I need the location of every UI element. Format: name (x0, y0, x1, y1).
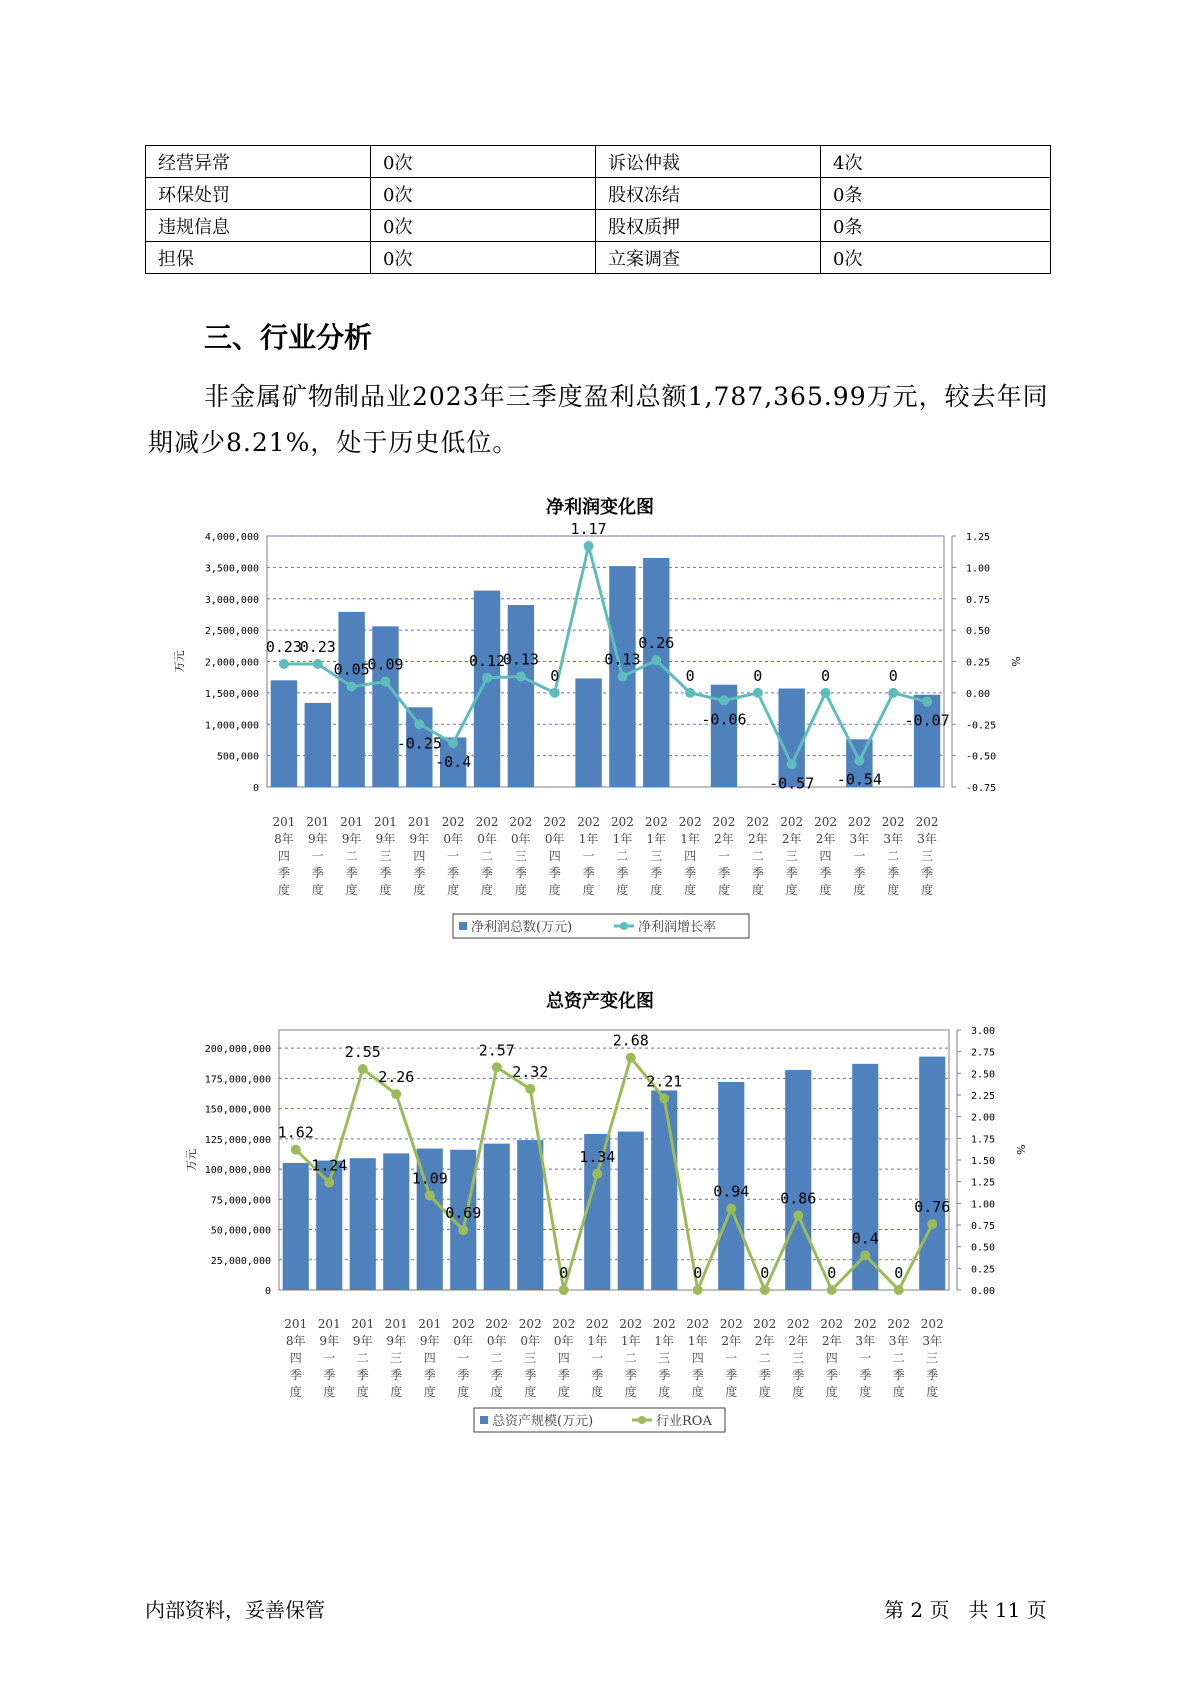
bar (283, 1163, 309, 1290)
y2-axis-tick-label: 1.25 (971, 1177, 996, 1189)
line-point (482, 673, 492, 683)
y2-axis-tick-label: 0.25 (966, 657, 991, 669)
x-axis-tick-label: 202 2年四季度 (820, 1317, 844, 1399)
data-label: 2.68 (612, 1031, 649, 1050)
bar (919, 1057, 945, 1290)
data-label: 0 (559, 1264, 569, 1282)
data-label: 0.05 (333, 660, 370, 679)
x-axis-tick-label: 201 9年二季度 (351, 1317, 375, 1399)
line-point (559, 1285, 569, 1295)
line-point (391, 1089, 401, 1099)
data-label: -0.06 (701, 710, 747, 729)
risk-item-count: 0次 (821, 242, 1051, 274)
line-point (922, 697, 932, 707)
bar (618, 1132, 644, 1290)
bar (643, 558, 669, 787)
x-axis-tick-label: 202 3年三季度 (915, 815, 939, 897)
line-point (753, 688, 763, 698)
line-point (525, 1084, 535, 1094)
y2-axis-tick-label: 0.50 (971, 1242, 996, 1254)
line-point (324, 1178, 334, 1188)
data-label: -0.57 (769, 774, 815, 793)
risk-item-count: 0次 (371, 146, 596, 178)
x-axis-tick-label: 202 0年四季度 (543, 815, 567, 897)
line-point (380, 677, 390, 687)
bar (271, 680, 297, 787)
data-label: 1.17 (570, 520, 607, 539)
y2-axis-tick-label: 1.00 (971, 1199, 996, 1211)
line-point (927, 1219, 937, 1229)
data-label: 2.21 (646, 1072, 683, 1091)
y2-axis-title: % (1014, 1144, 1027, 1155)
y-axis-tick-label: 75,000,000 (210, 1195, 271, 1207)
y-axis-tick-label: 3,000,000 (204, 594, 259, 606)
bar (372, 626, 398, 787)
footer-total-pages: 共 11 页 (968, 1598, 1047, 1622)
risk-item-label: 违规信息 (146, 210, 371, 242)
x-axis-tick-label: 202 0年三季度 (509, 815, 533, 897)
x-axis-tick-label: 201 9年三季度 (384, 1317, 408, 1399)
y2-axis-tick-label: 0.00 (971, 1286, 996, 1297)
risk-table-row (146, 242, 1051, 274)
chart-title: 总资产变化图 (546, 991, 654, 1012)
line-point (860, 1250, 870, 1260)
legend (474, 1408, 725, 1432)
data-label: -0.54 (836, 770, 882, 789)
y-axis-tick-label: 3,500,000 (204, 563, 259, 575)
x-axis-tick-label: 202 0年二季度 (475, 815, 499, 897)
line-point (659, 1093, 669, 1103)
legend-bar-swatch (480, 1416, 488, 1424)
risk-item-count: 0次 (371, 242, 596, 274)
x-axis-tick-label: 202 1年一季度 (577, 815, 601, 897)
line-point (347, 682, 357, 692)
bar (517, 1140, 543, 1290)
bar (350, 1158, 376, 1290)
data-label: 2.32 (512, 1062, 549, 1081)
x-axis-tick-label: 201 8年四季度 (284, 1317, 308, 1399)
x-axis-tick-label: 201 9年三季度 (374, 815, 397, 897)
y2-axis-tick-label: 1.25 (966, 532, 991, 543)
data-label: 0.26 (638, 634, 675, 653)
bar (575, 678, 601, 787)
y2-axis-tick-label: -0.50 (966, 751, 997, 763)
x-axis-tick-label: 202 1年二季度 (619, 1317, 643, 1399)
data-label: 0.69 (445, 1204, 482, 1223)
data-label: 0 (821, 666, 831, 685)
risk-item-count: 0条 (821, 210, 1051, 242)
risk-item-label: 立案调查 (596, 242, 821, 274)
bar (651, 1090, 677, 1290)
risk-info-table (145, 145, 1051, 274)
line-point (888, 688, 898, 698)
y2-axis-tick-label: 0.75 (966, 594, 991, 606)
line-point (313, 659, 323, 669)
x-axis-tick-label: 201 9年一季度 (306, 815, 330, 897)
data-label: 0.23 (265, 638, 302, 657)
data-label: 0 (685, 666, 695, 685)
data-label: -0.07 (904, 711, 950, 730)
line-point (425, 1191, 435, 1201)
y2-axis-tick-label: 2.00 (971, 1112, 996, 1124)
line-point (854, 756, 864, 766)
data-label: 0.4 (851, 1229, 879, 1248)
risk-item-label: 股权冻结 (596, 178, 821, 210)
x-axis-tick-label: 202 3年二季度 (881, 815, 905, 897)
x-axis-tick-label: 202 3年三季度 (920, 1317, 944, 1399)
y2-axis-tick-label: 3.00 (971, 1026, 996, 1037)
data-label: -0.25 (396, 734, 442, 753)
x-axis-tick-label: 202 2年三季度 (786, 1317, 810, 1399)
y2-axis-tick-label: 1.50 (971, 1156, 996, 1167)
bar (785, 1070, 811, 1290)
bar (508, 605, 534, 787)
y2-axis-title: % (1009, 656, 1022, 667)
line-point (458, 1225, 468, 1235)
x-axis-tick-label: 202 0年四季度 (552, 1317, 576, 1399)
data-label: 2.57 (478, 1041, 515, 1060)
risk-item-label: 环保处罚 (146, 178, 371, 210)
bar (383, 1153, 409, 1290)
y2-axis-tick-label: 0.50 (966, 626, 991, 638)
risk-item-count: 0次 (371, 210, 596, 242)
y-axis-tick-label: 50,000,000 (210, 1225, 271, 1237)
legend-bar-label: 总资产规模(万元) (492, 1414, 594, 1429)
data-label: 0.76 (914, 1198, 951, 1217)
x-axis-tick-label: 202 2年三季度 (780, 815, 804, 897)
x-axis-tick-label: 202 1年三季度 (644, 815, 668, 897)
line-point (584, 541, 594, 551)
x-axis-tick-label: 202 3年二季度 (887, 1317, 911, 1399)
x-axis-tick-label: 201 9年一季度 (317, 1317, 341, 1399)
bar (914, 695, 940, 787)
x-axis-tick-label: 202 3年一季度 (853, 1317, 877, 1399)
y-axis-tick-label: 25,000,000 (210, 1255, 271, 1267)
risk-item-count: 0条 (821, 178, 1051, 210)
data-label: 0 (550, 666, 560, 685)
line-point (726, 1204, 736, 1214)
line-point (414, 719, 424, 729)
y2-axis-tick-label: -0.25 (966, 720, 997, 732)
x-axis-tick-label: 202 2年二季度 (746, 815, 770, 897)
line-point (626, 1053, 636, 1063)
data-label: 0 (753, 666, 763, 685)
legend-bar-label: 净利润总数(万元) (471, 920, 573, 935)
bar (305, 703, 331, 787)
data-label: 0.23 (299, 638, 336, 657)
y-axis-tick-label: 200,000,000 (204, 1044, 271, 1056)
x-axis-tick-label: 202 1年一季度 (585, 1317, 609, 1399)
risk-table-row (146, 178, 1051, 210)
data-label: 1.09 (411, 1169, 448, 1188)
y-axis-tick-label: 0 (252, 783, 259, 794)
y-axis-tick-label: 150,000,000 (204, 1104, 271, 1116)
risk-item-label: 诉讼仲裁 (596, 146, 821, 178)
y2-axis-tick-label: 1.75 (971, 1134, 996, 1146)
y2-axis-tick-label: 0.75 (971, 1221, 996, 1232)
risk-item-label: 经营异常 (146, 146, 371, 178)
x-axis-tick-label: 202 0年一季度 (441, 815, 465, 897)
risk-item-count: 0次 (371, 178, 596, 210)
y-axis-tick-label: 2,000,000 (204, 657, 259, 669)
y-axis-tick-label: 1,500,000 (204, 688, 259, 700)
data-label: 0.13 (502, 650, 539, 669)
x-axis-tick-label: 201 8年四季度 (272, 815, 296, 897)
bar (484, 1144, 510, 1290)
data-label: 0 (693, 1264, 703, 1282)
risk-item-label: 担保 (146, 242, 371, 274)
x-axis-tick-label: 201 9年四季度 (407, 815, 431, 897)
x-axis-tick-label: 202 1年四季度 (678, 815, 702, 897)
x-axis-tick-label: 202 0年二季度 (485, 1317, 509, 1399)
y2-axis-tick-label: 2.75 (971, 1047, 996, 1059)
x-axis-tick-label: 202 3年一季度 (847, 815, 871, 897)
legend-line-marker (638, 1416, 646, 1424)
data-label: 0.09 (367, 655, 404, 674)
x-axis-tick-label: 202 2年一季度 (719, 1317, 743, 1399)
data-label: 1.24 (311, 1156, 348, 1175)
x-axis-tick-label: 202 1年二季度 (610, 815, 634, 897)
x-axis-tick-label: 202 0年三季度 (518, 1317, 542, 1399)
line-point (592, 1169, 602, 1179)
line-point (492, 1062, 502, 1072)
x-axis-tick-label: 201 9年二季度 (340, 815, 364, 897)
line-point (358, 1064, 368, 1074)
y-axis-tick-label: 125,000,000 (204, 1134, 271, 1146)
y2-axis-tick-label: 2.50 (971, 1069, 996, 1081)
line-point (291, 1145, 301, 1155)
x-axis-tick-label: 202 1年三季度 (652, 1317, 676, 1399)
data-label: 2.26 (378, 1068, 415, 1087)
x-axis-tick-label: 202 0年一季度 (451, 1317, 475, 1399)
footer-page-info (884, 1594, 1047, 1623)
risk-table-row (146, 146, 1051, 178)
data-label: 0 (827, 1264, 837, 1282)
y-axis-tick-label: 2,500,000 (204, 626, 259, 638)
y-axis-tick-label: 1,000,000 (204, 720, 259, 732)
data-label: 1.62 (277, 1123, 314, 1142)
industry-summary-paragraph: 非金属矿物制品业2023年三季度盈利总额1,787,365.99万元，较去年同期减少8.21%，处于历史低位。 (148, 382, 1049, 457)
line-point (685, 688, 695, 698)
data-label: 0 (888, 666, 898, 685)
line-point (719, 695, 729, 705)
line-point (787, 759, 797, 769)
data-label: 0.12 (468, 651, 506, 670)
bar (338, 612, 364, 787)
legend-bar-swatch (459, 922, 467, 930)
y-axis-title: 万元 (185, 1149, 198, 1171)
legend-line-label: 行业ROA (656, 1414, 712, 1429)
y-axis-tick-label: 100,000,000 (204, 1165, 271, 1177)
line-point (651, 655, 661, 665)
legend-line-label: 净利润增长率 (638, 920, 717, 935)
data-label: 0.94 (713, 1182, 750, 1201)
x-axis-tick-label: 202 1年四季度 (686, 1317, 710, 1399)
line-point (516, 672, 526, 682)
line-point (448, 738, 458, 748)
footer-confidential: 内部资料，妥善保管 (145, 1598, 325, 1622)
section-heading: 三、行业分析 (204, 321, 373, 354)
chart-title: 净利润变化图 (546, 497, 654, 518)
line-point (793, 1210, 803, 1220)
y-axis-tick-label: 500,000 (216, 751, 259, 763)
bar (474, 591, 500, 787)
y2-axis-tick-label: -0.75 (966, 783, 997, 794)
line-point (550, 688, 560, 698)
bar (778, 688, 804, 787)
legend-line-marker (620, 922, 628, 930)
y2-axis-tick-label: 1.00 (966, 563, 991, 575)
data-label: 0 (760, 1264, 770, 1282)
risk-item-count: 4次 (821, 146, 1051, 178)
data-label: 0.86 (780, 1189, 817, 1208)
risk-item-label: 股权质押 (596, 210, 821, 242)
data-label: 2.55 (344, 1043, 381, 1061)
line-point (693, 1285, 703, 1295)
y-axis-tick-label: 0 (264, 1286, 271, 1297)
y2-axis-tick-label: 0.25 (971, 1264, 996, 1276)
y-axis-tick-label: 4,000,000 (204, 532, 259, 543)
y-axis-tick-label: 175,000,000 (204, 1074, 271, 1086)
x-axis-tick-label: 202 2年二季度 (753, 1317, 777, 1399)
y2-axis-tick-label: 0.00 (966, 688, 991, 700)
line-point (894, 1285, 904, 1295)
x-axis-tick-label: 202 2年一季度 (712, 815, 736, 897)
line-point (827, 1285, 837, 1295)
line-point (279, 659, 289, 669)
data-label: 0.13 (604, 650, 641, 669)
line-point (760, 1285, 770, 1295)
footer-page-number: 第 2 页 (884, 1598, 950, 1622)
x-axis-tick-label: 201 9年四季度 (418, 1317, 442, 1399)
legend (453, 914, 749, 938)
risk-table-row (146, 210, 1051, 242)
x-axis-tick-label: 202 2年四季度 (814, 815, 837, 897)
total-assets-chart (0, 990, 1191, 1440)
line-point (821, 688, 831, 698)
line-point (617, 672, 627, 682)
y-axis-title: 万元 (173, 650, 186, 673)
net-profit-chart (0, 490, 1191, 950)
data-label: 0 (894, 1264, 904, 1282)
data-label: -0.4 (435, 753, 472, 772)
y2-axis-tick-label: 2.25 (971, 1091, 996, 1102)
data-label: 1.34 (579, 1147, 616, 1166)
